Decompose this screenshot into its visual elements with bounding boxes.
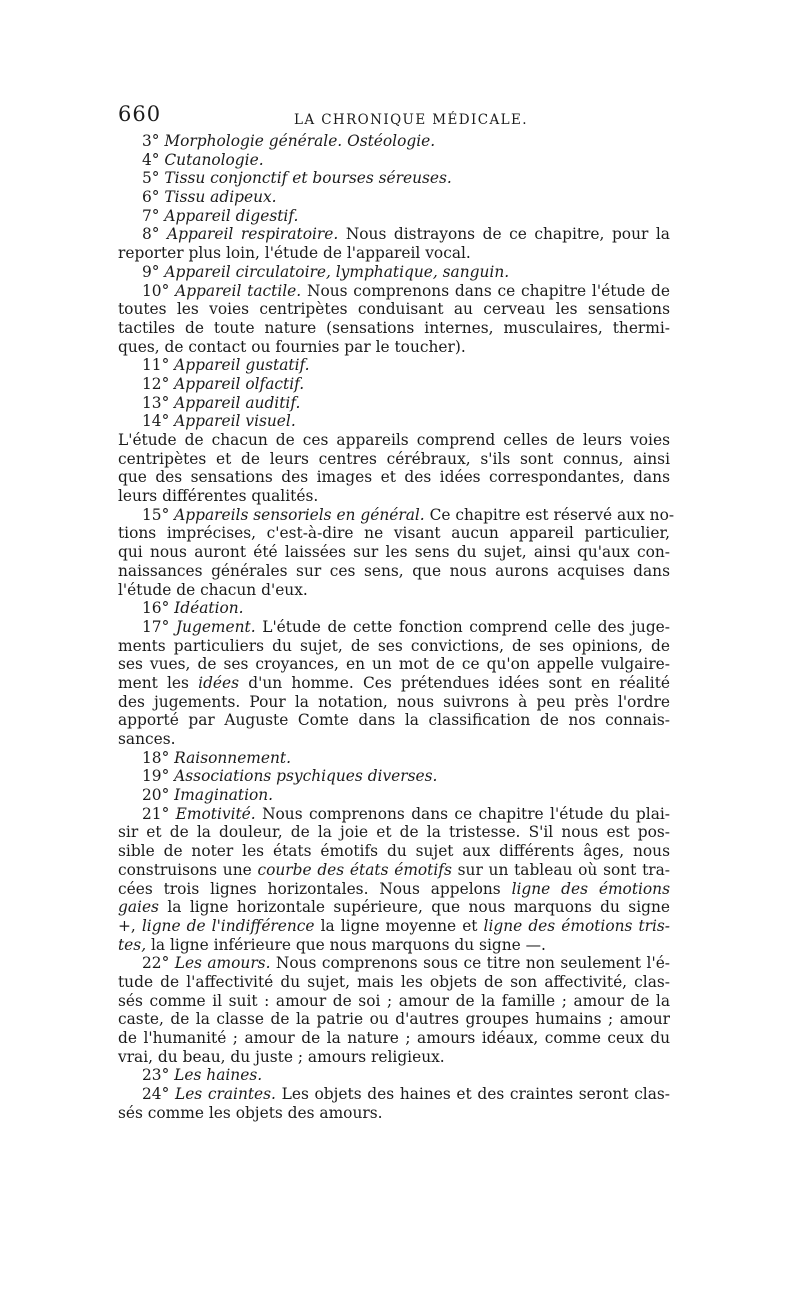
italic-text: idées — [198, 673, 240, 692]
text-segment: d'un homme. Ces prétendues idées sont en réalité — [239, 673, 671, 692]
text-segment: tions imprécises, c'est-à-dire ne visant aucun appareil particulier, — [118, 524, 670, 543]
text-segment: reporter plus loin, l'étude de l'appareil vocal. — [118, 244, 471, 263]
text-line — [118, 319, 670, 338]
text-segment: Nous comprenons sous ce titre non seulement l'é- — [270, 954, 671, 973]
text-segment: 21° — [142, 804, 176, 823]
text-segment: tactiles de toute nature (sensations internes, musculaires, thermi- — [118, 318, 670, 337]
text-segment: sés comme il suit : amour de soi ; amour de la famille ; amour de la — [118, 991, 670, 1010]
text-line — [118, 842, 670, 861]
text-segment: 13° — [142, 393, 175, 412]
text-line — [118, 338, 670, 357]
text-line — [118, 898, 670, 917]
text-segment: 19° — [142, 767, 175, 786]
italic-text: courbe des états émotifs — [257, 860, 452, 879]
text-line — [118, 282, 670, 301]
text-segment: sances. — [118, 730, 176, 748]
italic-text: Raisonnement. — [174, 748, 291, 767]
italic-text: Imagination. — [174, 786, 274, 805]
text-segment: sés comme les objets des amours. — [118, 1103, 383, 1122]
text-segment: que des sensations des images et des idées correspondantes, dans — [118, 468, 670, 487]
italic-text: ligne des émotions — [511, 879, 670, 898]
text-segment: sur un tableau où sont tra- — [451, 860, 671, 879]
text-segment: 7° — [142, 206, 165, 225]
text-line — [118, 1029, 670, 1048]
text-line — [118, 300, 670, 319]
italic-text: Appareil circulatoire, lymphatique, sanguin. — [164, 262, 510, 281]
text-line — [118, 394, 670, 413]
text-line — [118, 244, 670, 263]
text-segment: ments particuliers du sujet, de ses convictions, de ses opinions, de — [118, 636, 670, 655]
text-line — [118, 1085, 670, 1104]
italic-text: Idéation. — [174, 599, 244, 618]
text-line — [118, 992, 670, 1011]
text-segment: de l'humanité ; amour de la nature ; amours idéaux, comme ceux du — [118, 1029, 670, 1047]
text-segment: leurs différentes qualités. — [118, 487, 319, 506]
text-line — [118, 599, 670, 618]
italic-text: Les haines. — [174, 1066, 263, 1085]
italic-text: ligne de l'indifférence — [141, 916, 315, 935]
text-segment: sir et de la douleur, de la joie et de la tristesse. S'il nous est pos- — [118, 823, 670, 842]
italic-text: Les amours. — [174, 954, 271, 973]
text-segment: ment les — [118, 673, 199, 692]
text-line — [118, 450, 670, 469]
italic-text: Tissu adipeux. — [164, 188, 277, 207]
text-segment: 8° — [142, 225, 168, 244]
text-segment: 23° — [142, 1066, 175, 1085]
text-segment: construisons une — [118, 860, 258, 879]
page-number: 660 — [118, 102, 162, 126]
text-segment: qui nous auront été laissées sur les sens du sujet, ainsi qu'aux con- — [118, 543, 670, 562]
italic-text: ligne des émotions tris- — [483, 916, 671, 935]
text-line — [118, 487, 670, 506]
italic-text: tes, — [118, 935, 147, 954]
text-segment: 14° — [142, 412, 175, 431]
book-page — [118, 102, 675, 1122]
text-segment: 5° — [142, 169, 165, 188]
italic-text: Appareil digestif. — [164, 206, 299, 225]
text-line — [118, 1066, 670, 1085]
text-segment: 10° — [142, 281, 176, 300]
text-line — [118, 786, 670, 805]
italic-text: gaies — [118, 898, 159, 917]
text-line — [118, 207, 670, 226]
italic-text: Appareils sensoriels en général. — [174, 505, 425, 524]
text-line — [118, 356, 670, 375]
text-segment: 18° — [142, 748, 175, 767]
text-segment: apporté par Auguste Comte dans la classification de nos connais- — [118, 711, 670, 730]
text-segment: naissances générales sur ces sens, que nous aurons acquises dans — [118, 561, 670, 580]
text-line — [118, 468, 670, 487]
text-line — [118, 693, 670, 712]
text-segment: la ligne moyenne et — [314, 916, 484, 935]
text-segment: 20° — [142, 786, 175, 805]
text-segment: Nous comprenons dans ce chapitre l'étude du plai- — [255, 804, 670, 823]
text-line — [118, 1010, 670, 1029]
text-segment: l'étude de chacun d'eux. — [118, 580, 308, 599]
italic-text: Appareil olfactif. — [174, 374, 305, 393]
text-line — [118, 973, 670, 992]
italic-text: Appareil respiratoire. — [167, 225, 339, 244]
text-segment: la ligne horizontale supérieure, que nous marquons du signe — [158, 898, 670, 917]
text-line — [118, 674, 670, 693]
text-line — [118, 581, 670, 600]
text-segment: caste, de la classe de la patrie ou d'autres groupes humains ; amour — [118, 1010, 670, 1029]
italic-text: Les craintes. — [174, 1085, 276, 1104]
text-line — [118, 823, 670, 842]
text-line — [118, 188, 670, 207]
italic-text: Cutanologie. — [164, 150, 264, 169]
text-segment: L'étude de chacun de ces appareils comprend celles de leurs voies — [118, 431, 670, 449]
text-segment: 16° — [142, 599, 175, 618]
text-line — [118, 431, 670, 450]
text-line — [118, 730, 670, 749]
text-segment: 3° — [142, 132, 165, 150]
italic-text: Appareil tactile. — [175, 281, 302, 300]
text-segment: 17° — [142, 617, 176, 636]
text-line — [118, 954, 670, 973]
text-line — [118, 805, 670, 824]
italic-text: Appareil visuel. — [174, 412, 296, 431]
text-segment: 4° — [142, 150, 165, 169]
text-segment: 15° — [142, 505, 175, 524]
text-line — [118, 917, 670, 936]
text-segment: 12° — [142, 374, 175, 393]
italic-text: Appareil auditif. — [174, 393, 301, 412]
text-line — [118, 1104, 670, 1123]
running-title: LA CHRONIQUE MÉDICALE. — [294, 112, 528, 128]
text-segment: vrai, du beau, du juste ; amours religieux. — [118, 1047, 445, 1066]
italic-text: Emotivité. — [175, 804, 256, 823]
italic-text: Appareil gustatif. — [174, 356, 310, 375]
text-line — [118, 505, 675, 525]
text-segment: 24° — [142, 1085, 175, 1104]
text-segment: ses vues, de ses croyances, en un mot de ce qu'on appelle vulgaire- — [118, 655, 670, 674]
text-segment: Nous distrayons de ce chapitre, pour la — [338, 225, 670, 244]
text-segment: 11° — [142, 356, 175, 375]
text-segment: tude de l'affectivité du sujet, mais les objets de son affectivité, clas- — [118, 972, 670, 991]
text-segment: ques, de contact ou fournies par le toucher). — [118, 337, 466, 356]
page-header — [118, 102, 670, 132]
text-line — [118, 225, 670, 244]
text-segment: L'étude de cette fonction comprend celle des juge- — [255, 617, 670, 636]
text-segment: des jugements. Pour la notation, nous suivrons à peu près l'ordre — [118, 692, 670, 711]
italic-text: Jugement. — [175, 617, 256, 636]
text-line — [118, 412, 670, 431]
body-text — [118, 132, 675, 1122]
text-line — [118, 151, 670, 170]
text-line — [118, 524, 670, 543]
text-line — [118, 861, 670, 880]
text-line — [118, 562, 670, 581]
text-segment: Nous comprenons dans ce chapitre l'étude de — [301, 281, 670, 300]
text-segment: 9° — [142, 262, 165, 281]
text-segment: centripètes et de leurs centres cérébraux, s'ils sont connus, ainsi — [118, 449, 670, 468]
italic-text: Associations psychiques diverses. — [174, 767, 438, 786]
text-line — [118, 711, 670, 730]
text-line — [118, 880, 670, 899]
text-line — [118, 543, 670, 562]
text-line — [118, 169, 670, 188]
text-line — [118, 1048, 670, 1067]
text-line — [118, 936, 670, 955]
text-segment: 22° — [142, 954, 175, 973]
text-segment: Les objets des haines et des craintes seront clas- — [275, 1085, 671, 1104]
text-segment: la ligne inférieure que nous marquons du signe —. — [146, 935, 546, 954]
text-segment: toutes les voies centripètes conduisant au cerveau les sensations — [118, 300, 670, 319]
text-segment: +, — [118, 916, 142, 935]
italic-text: Morphologie générale. Ostéologie. — [164, 132, 436, 150]
italic-text: Tissu conjonctif et bourses séreuses. — [164, 169, 452, 188]
text-line — [118, 749, 670, 768]
text-segment: cées trois lignes horizontales. Nous appelons — [118, 879, 512, 898]
text-line — [118, 637, 670, 656]
text-line — [118, 655, 670, 674]
text-line — [118, 767, 670, 786]
text-line — [118, 132, 670, 151]
text-segment: sible de noter les états émotifs du sujet aux différents âges, nous — [118, 842, 670, 861]
text-segment: 6° — [142, 188, 165, 207]
text-line — [118, 263, 670, 282]
text-line — [118, 375, 670, 394]
text-line — [118, 618, 670, 637]
text-segment: Ce chapitre est réservé aux no- — [424, 505, 675, 524]
